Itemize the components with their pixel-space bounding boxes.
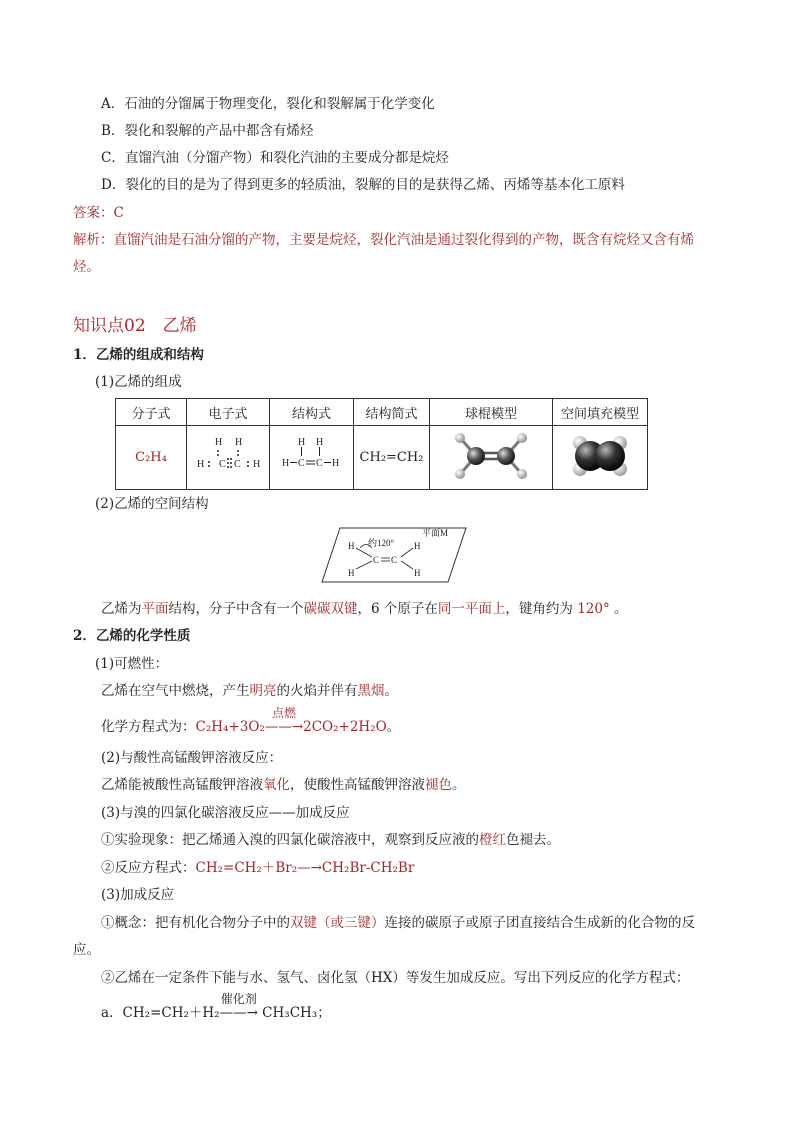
structural-formula-diagram <box>272 431 352 481</box>
option-c: C．直馏汽油（分馏产物）和裂化汽油的主要成分都是烷烃 <box>101 150 449 166</box>
option-b: B．裂化和裂解的产品中都含有烯烃 <box>101 123 314 139</box>
angle-label: 约120° <box>368 538 395 548</box>
th-structural: 结构式 <box>270 399 354 426</box>
svg-text:H: H <box>331 457 339 469</box>
c3-title: (3)与溴的四氯化碳溶液反应——加成反应 <box>101 805 350 821</box>
svg-text:C: C <box>297 457 305 469</box>
svg-text:H: H <box>215 436 223 448</box>
catalyst-arrow: 催化剂 ——→ <box>219 992 258 1021</box>
option-a: A．石油的分馏属于物理变化，裂化和裂解属于化学变化 <box>101 96 435 112</box>
c1-equation: 化学方程式为：C₂H₄+3O₂ 点燃 ——→2CO₂+2H₂O。 <box>101 706 401 735</box>
atom-c2: C <box>391 555 398 565</box>
c3-equation: ②反应方程式：CH₂=CH₂＋Br₂—→CH₂Br-CH₂Br <box>101 860 415 876</box>
c1-line: 乙烯在空气中燃烧，产生明亮的火焰并伴有黑烟。 <box>101 683 398 699</box>
cell-structural-formula <box>270 426 354 490</box>
svg-text:H: H <box>235 436 243 448</box>
svg-text:C: C <box>315 457 323 469</box>
c4-concept-2: 应。 <box>73 942 100 958</box>
svg-text:C: C <box>219 458 226 470</box>
th-formula: 分子式 <box>116 399 187 426</box>
th-simple: 结构简式 <box>354 399 430 426</box>
c2-line: 乙烯能被酸性高锰酸钾溶液氧化，使酸性高锰酸钾溶液褪色。 <box>101 777 466 793</box>
s2-title: 2．乙烯的化学性质 <box>73 628 191 644</box>
cell-space-fill-model <box>553 426 648 490</box>
electron-formula-diagram <box>188 431 268 481</box>
atom-h4: H <box>414 568 421 578</box>
svg-text:H: H <box>297 436 305 448</box>
ball-stick-model <box>436 428 546 484</box>
s1-title: 1．乙烯的组成和结构 <box>73 347 204 363</box>
atom-h1: H <box>348 541 355 551</box>
analysis-line-2: 烃。 <box>73 259 100 275</box>
atom-h3: H <box>348 568 355 578</box>
c3-observation: ①实验现象：把乙烯通入溴的四氯化碳溶液中，观察到反应液的橙红色褪去。 <box>101 832 560 848</box>
svg-text:H: H <box>281 457 289 469</box>
svg-text:H: H <box>197 458 205 470</box>
plane-label: 平面M <box>422 528 449 538</box>
condition-arrow: 点燃 ——→ <box>264 706 304 735</box>
th-electron: 电子式 <box>187 399 270 426</box>
option-d: D．裂化的目的是为了得到更多的轻质油，裂解的目的是获得乙烯、丙烯等基本化工原料 <box>101 177 625 193</box>
svg-text:H: H <box>315 436 323 448</box>
th-ball-stick: 球棍模型 <box>430 399 553 426</box>
spatial-structure-diagram <box>320 524 470 584</box>
section-title: 知识点02 乙烯 <box>73 316 197 336</box>
cell-formula: C₂H₄ <box>116 426 187 490</box>
answer: 答案：C <box>73 205 124 221</box>
c4-equation-a: a．CH₂=CH₂＋H₂ 催化剂 ——→ CH₃CH₃； <box>101 992 331 1021</box>
cell-ball-stick-model <box>430 426 553 490</box>
c4-title: (3)加成反应 <box>101 887 175 903</box>
c1-title: (1)可燃性： <box>95 656 169 672</box>
svg-text:C: C <box>234 458 241 470</box>
atom-h2: H <box>414 541 421 551</box>
c4-concept-1: ①概念：把有机化合物分子中的双键（或三键）连接的碳原子或原子团直接结合生成新的化合物的反 <box>101 915 695 931</box>
analysis-line-1: 解析：直馏汽油是石油分馏的产物，主要是烷烃，裂化汽油是通过裂化得到的产物，既含有烷烃又含有烯 <box>73 232 694 248</box>
svg-text:H: H <box>253 458 261 470</box>
th-space-fill: 空间填充模型 <box>553 399 648 426</box>
s1-sub2: (2)乙烯的空间结构 <box>95 496 209 512</box>
composition-table <box>115 398 648 490</box>
space-fill-model <box>560 428 640 484</box>
structure-sentence: 乙烯为平面结构，分子中含有一个碳碳双键，6 个原子在同一平面上，键角约为 120° 。 <box>101 601 628 617</box>
s1-sub1: (1)乙烯的组成 <box>95 374 182 390</box>
c2-title: (2)与酸性高锰酸钾溶液反应： <box>101 750 283 766</box>
c4-item-2: ②乙烯在一定条件下能与水、氢气、卤化氢（HX）等发生加成反应。写出下列反应的化学方程式： <box>101 970 690 986</box>
cell-simple-formula: CH₂=CH₂ <box>354 426 430 490</box>
cell-electron-formula <box>187 426 270 490</box>
atom-c1: C <box>373 555 380 565</box>
